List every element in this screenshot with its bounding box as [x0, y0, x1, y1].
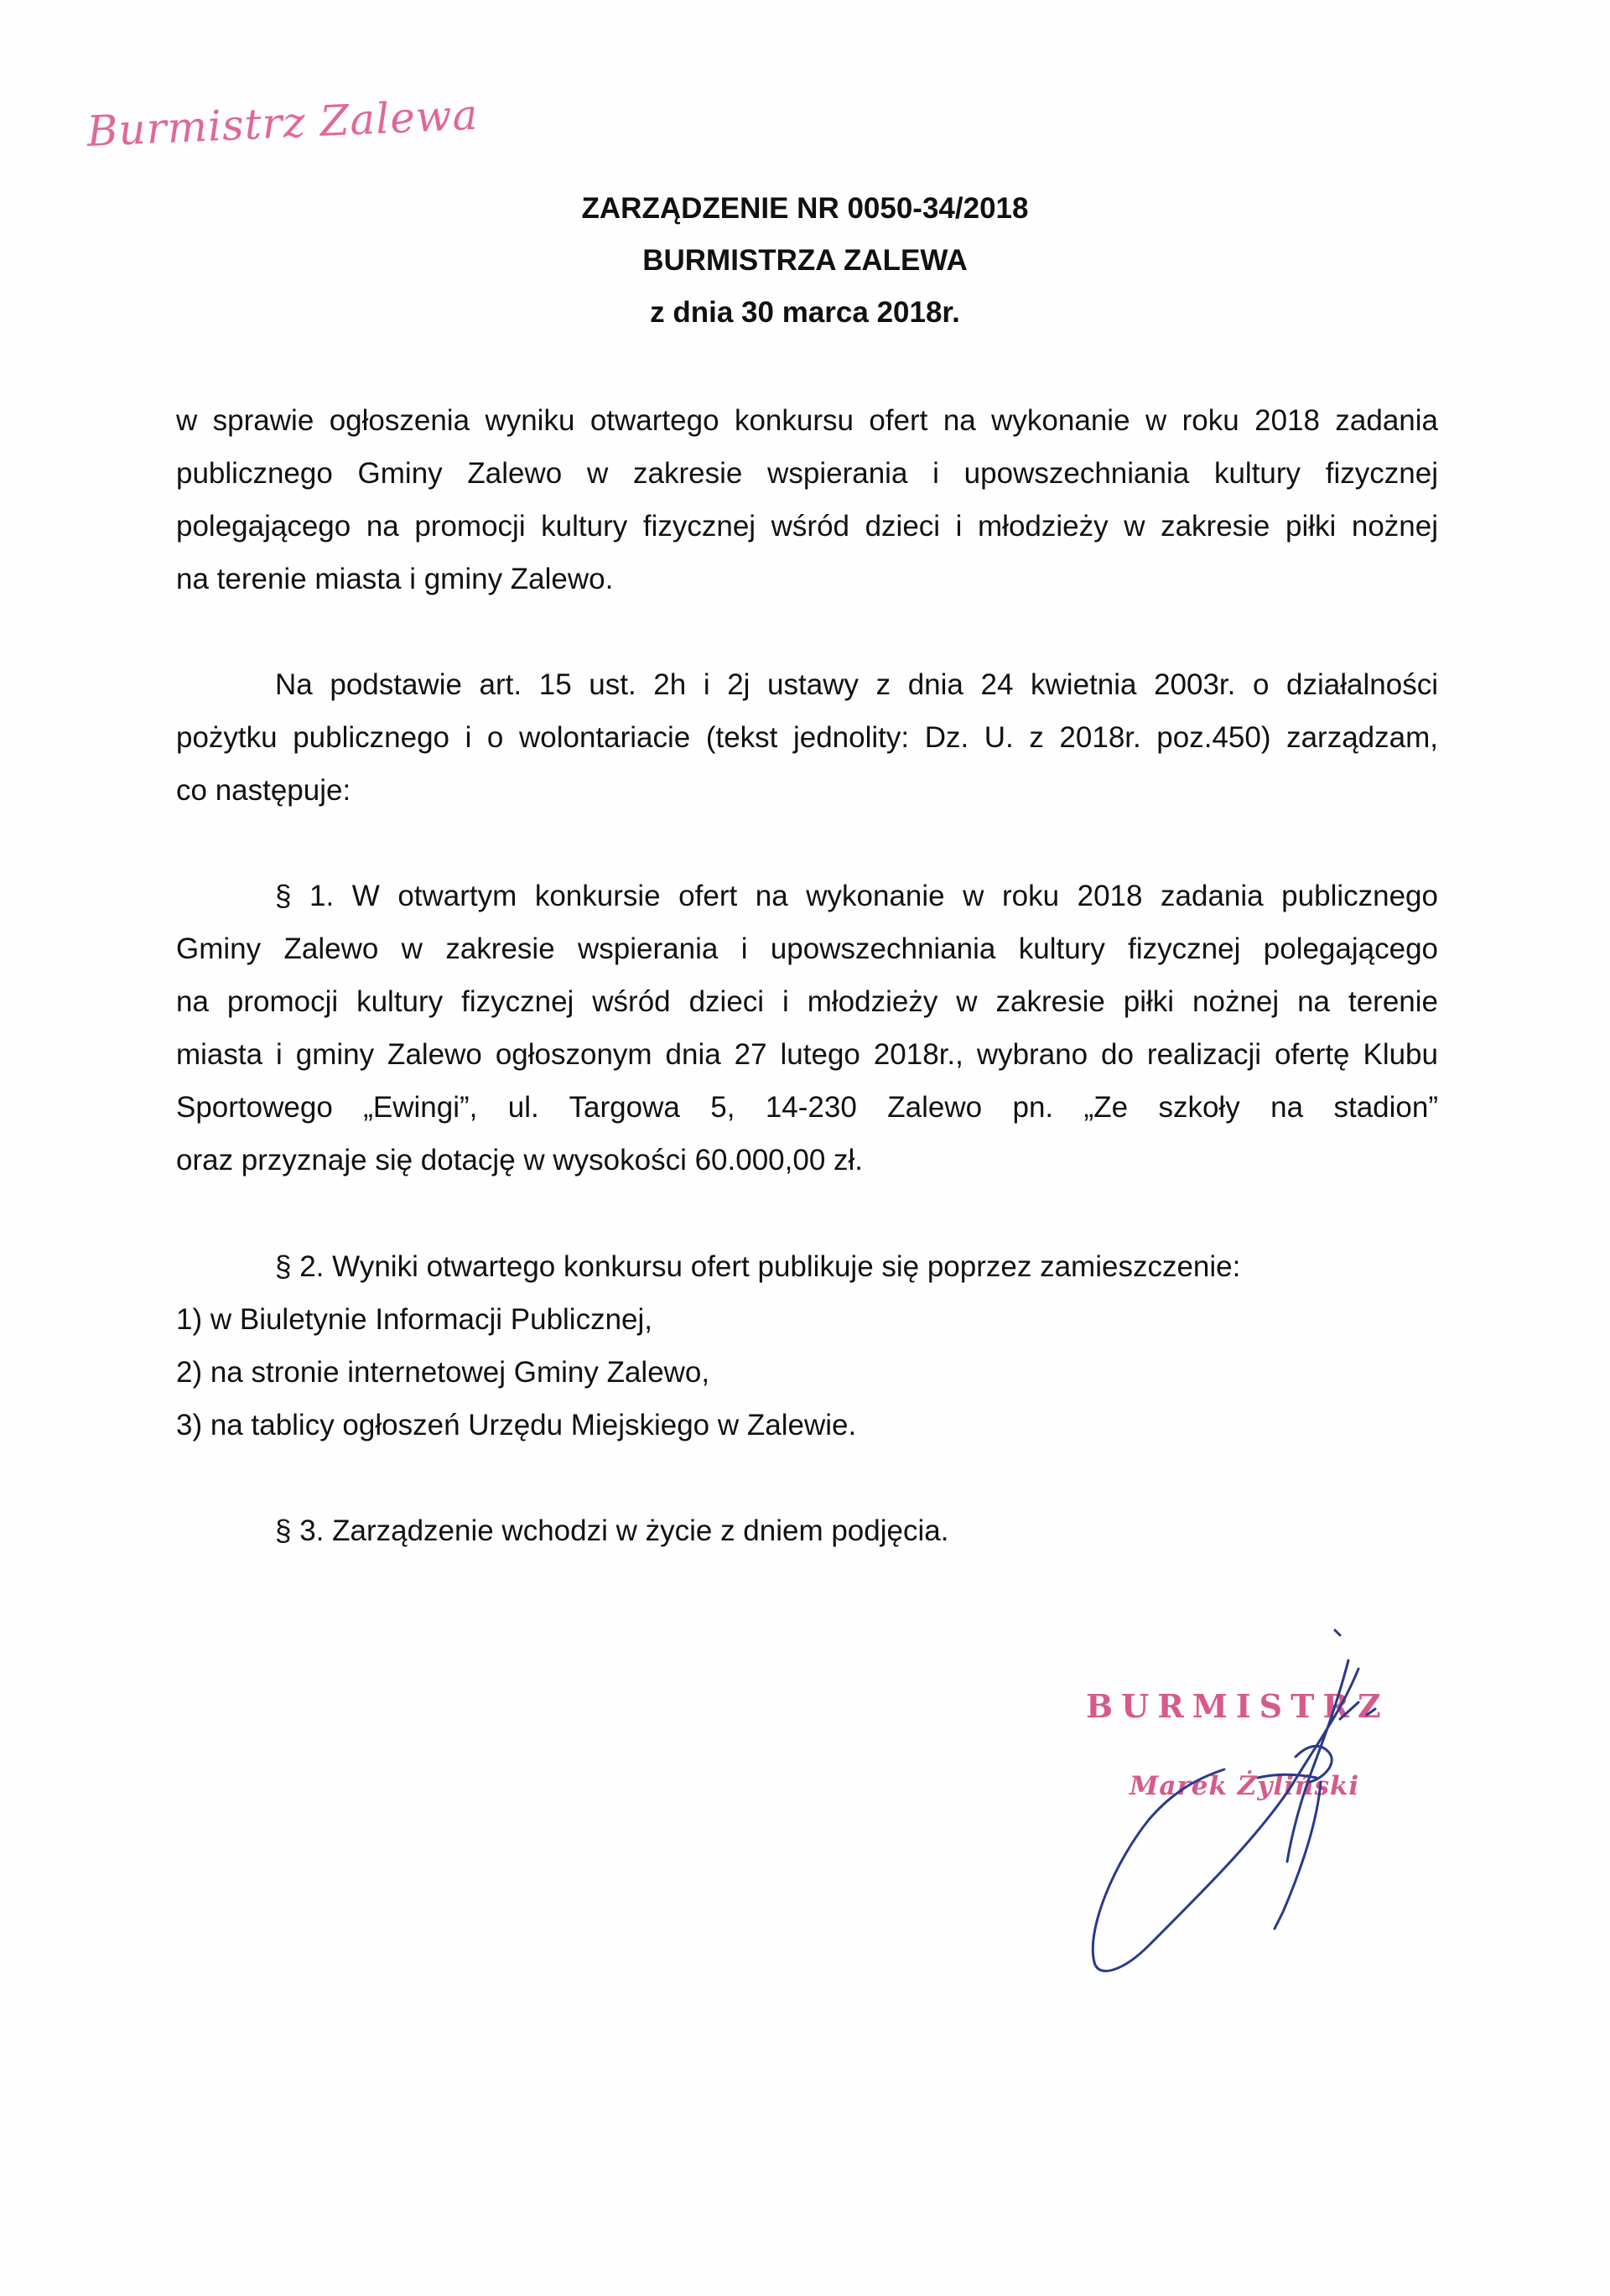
- section-1-line: oraz przyznaje się dotację w wysokości 60.000,00 zł.: [176, 1144, 864, 1177]
- subject-line: polegającego na promocji kultury fizycznej wśród dzieci i młodzieży w zakresie piłki nożnej: [176, 510, 1438, 543]
- letterhead-stamp: Burmistrz Zalewa: [86, 90, 480, 156]
- section-3-paragraph: [176, 1504, 1438, 1557]
- basis-line: Na podstawie art. 15 ust. 2h i 2j ustawy z dnia 24 kwietnia 2003r. o działalności: [275, 668, 1438, 701]
- section-1-line: na promocji kultury fizycznej wśród dzieci i młodzieży w zakresie piłki nożnej na terenie: [176, 985, 1438, 1018]
- section-1-line: Gminy Zalewo w zakresie wspierania i upowszechniania kultury fizycznej polegającego: [176, 932, 1438, 965]
- section-2-paragraph: [176, 1240, 1438, 1452]
- stamp-title: BURMISTRZ: [1086, 1687, 1389, 1725]
- section-2-intro: § 2. Wyniki otwartego konkursu ofert publikuje się poprzez zamieszczenie:: [275, 1250, 1241, 1283]
- section-1-line: miasta i gminy Zalewo ogłoszonym dnia 27 lutego 2018r., wybrano do realizacji ofertę Klubu: [176, 1038, 1438, 1071]
- basis-line: co następuje:: [176, 774, 351, 807]
- subject-line: w sprawie ogłoszenia wyniku otwartego konkursu ofert na wykonanie w roku 2018 zadania: [176, 404, 1438, 437]
- ordinance-number: ZARZĄDZENIE NR 0050-34/2018: [581, 192, 1029, 225]
- subject-line: na terenie miasta i gminy Zalewo.: [176, 563, 614, 595]
- section-1-line: § 1. W otwartym konkursie ofert na wykonanie w roku 2018 zadania publicznego: [275, 880, 1438, 912]
- handwritten-signature: [1006, 1610, 1442, 2013]
- ordinance-date: z dnia 30 marca 2018r.: [650, 296, 960, 329]
- issuer-title: BURMISTRZA ZALEWA: [642, 244, 968, 277]
- section-1-line: Sportowego „Ewingi”, ul. Targowa 5, 14-230 Zalewo pn. „Ze szkoły na stadion”: [176, 1091, 1438, 1124]
- stamp-name: Marek Żyliński: [1130, 1771, 1360, 1801]
- legal-basis-paragraph: [176, 658, 1438, 817]
- document-header: [0, 183, 1610, 339]
- publication-list-item: 3) na tablicy ogłoszeń Urzędu Miejskiego w Zalewie.: [176, 1409, 857, 1441]
- publication-list-item: 2) na stronie internetowej Gminy Zalewo,: [176, 1356, 710, 1389]
- section-1-paragraph: [176, 870, 1438, 1187]
- section-3-text: § 3. Zarządzenie wchodzi w życie z dniem podjęcia.: [275, 1514, 949, 1547]
- basis-line: pożytku publicznego i o wolontariacie (tekst jednolity: Dz. U. z 2018r. poz.450) zarządzam,: [176, 721, 1438, 754]
- subject-paragraph: [176, 394, 1438, 605]
- publication-list-item: 1) w Biuletynie Informacji Publicznej,: [176, 1303, 653, 1336]
- subject-line: publicznego Gminy Zalewo w zakresie wspierania i upowszechniania kultury fizycznej: [176, 457, 1438, 490]
